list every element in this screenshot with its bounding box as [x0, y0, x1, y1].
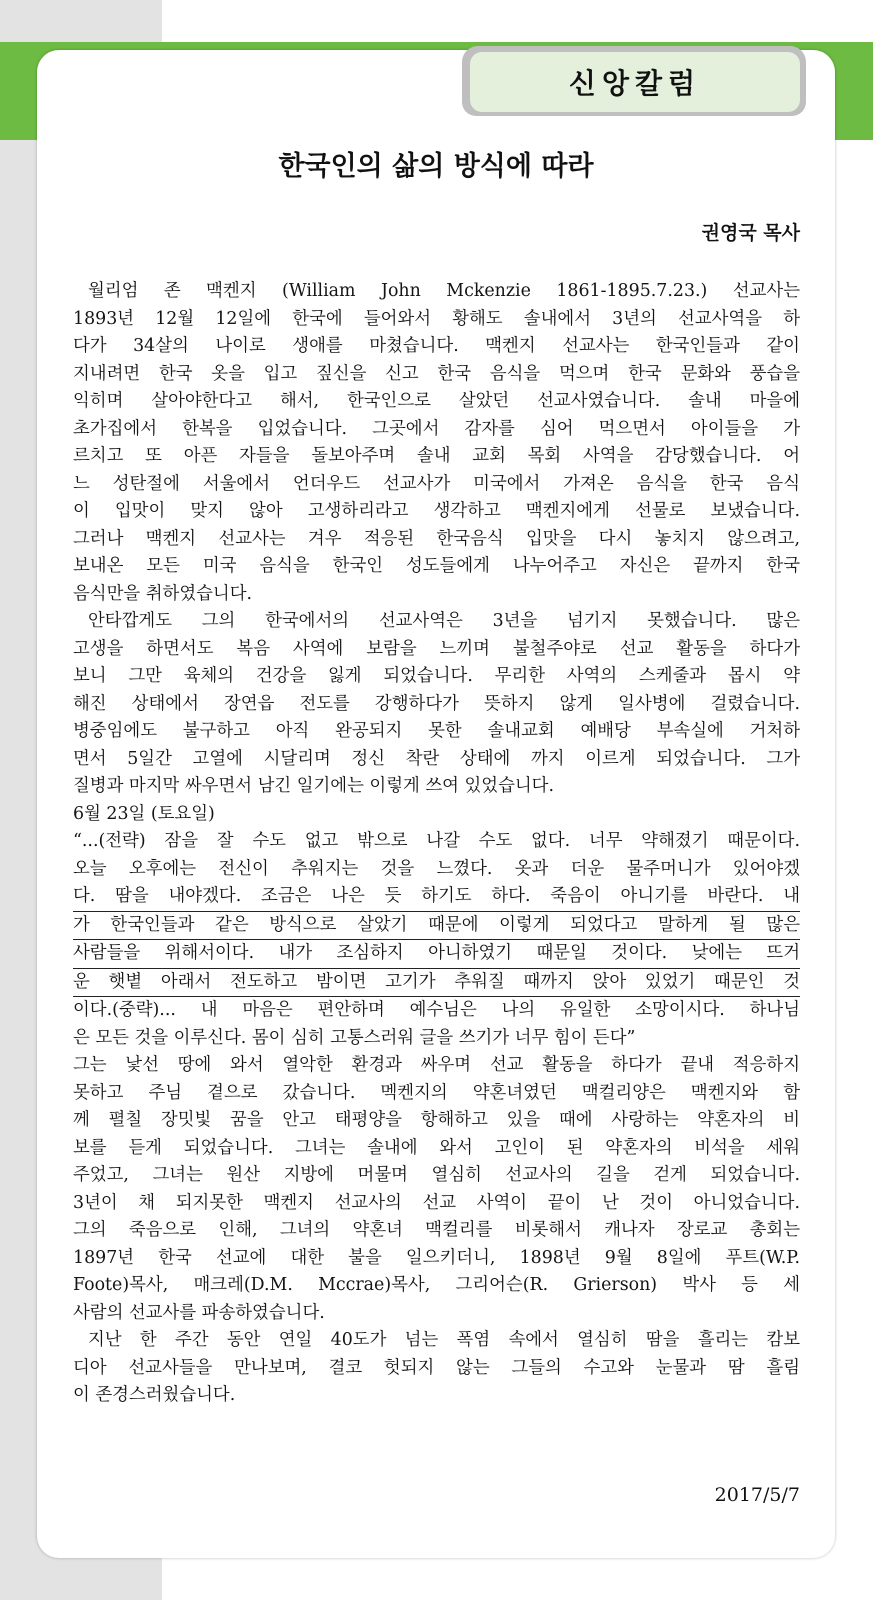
body-line: 병중임에도 불구하고 아직 완공되지 못한 솔내교회 예배당 부속실에 거처하: [73, 721, 800, 741]
body-line: 주었고, 그녀는 원산 지방에 머물며 열심히 선교사의 길을 걷게 되었습니다.: [73, 1165, 800, 1185]
body-line: 해진 상태에서 장연읍 전도를 강행하다가 뜻하지 않게 일사병에 걸렸습니다.: [73, 693, 800, 714]
quote-line: 은 모든 것을 이루신다. 몸이 심히 고통스러워 글을 쓰기가 너무 힘이 든다”: [73, 1027, 636, 1048]
body-line: 질병과 마지막 싸우면서 남긴 일기에는 이렇게 쓰여 있었습니다.: [73, 776, 555, 796]
body-line: 3년이 채 되지못한 맥켄지 선교사의 선교 사역이 끝이 난 것이 아니었습니다.: [73, 1192, 800, 1213]
body-line: 보내온 모든 미국 음식을 한국인 성도들에게 나누어주고 자신은 끝까지 한국: [73, 556, 800, 576]
body-line: 그의 죽음으로 인해, 그녀의 약혼녀 맥컬리를 비롯해서 캐나자 장로교 총회는: [73, 1220, 800, 1240]
body-line: 1893년 12월 12일에 한국에 들어와서 황해도 솔내에서 3년의 선교사역을 하: [73, 308, 800, 329]
article-title: 한국인의 삶의 방식에 따라: [278, 151, 594, 182]
body-line: 음식만을 취하였습니다.: [73, 583, 253, 604]
body-line: 익히며 살아야한다고 해서, 한국인으로 살았던 선교사였습니다. 솔내 마을에: [73, 391, 800, 411]
diary-date-line: 6월 23일 (토요일): [73, 803, 215, 824]
body-line: 지난 한 주간 동안 연일 40도가 넘는 폭염 속에서 열심히 땀을 흘리는 캄보: [88, 1330, 800, 1350]
body-line: 못하고 주님 곁으로 갔습니다. 멕켄지의 약혼녀였던 맥컬리양은 맥켄지와 함: [73, 1082, 800, 1103]
body-line: 디아 선교사들을 만나보며, 결코 헛되지 않는 그들의 수고와 눈물과 땀 흘림: [73, 1357, 800, 1378]
body-line: 1897년 한국 선교에 대한 불을 일으키더니, 1898년 9월 8일에 푸트(W.P.: [73, 1247, 800, 1268]
quote-line: 이다.(중략)... 내 마음은 편안하며 예수님은 나의 유일한 소망이시다. 하나님: [73, 1000, 800, 1020]
body-line: 고생을 하면서도 복음 사역에 보람을 느끼며 불철주야로 선교 활동을 하다가: [73, 638, 800, 659]
body-line: 지내려면 한국 옷을 입고 짚신을 신고 한국 음식을 먹으며 한국 문화와 풍습을: [73, 363, 800, 384]
body-line: 께 펼칠 장밋빛 꿈을 안고 태평양을 항해하고 있을 때에 사랑하는 약혼자의 비: [73, 1110, 800, 1130]
body-line: 다가 34살의 나이로 생애를 마쳤습니다. 맥켄지 선교사는 한국인들과 같이: [73, 336, 800, 356]
article-author: 권영국 목사: [701, 222, 800, 244]
body-line: 초가집에서 한복을 입었습니다. 그곳에서 감자를 심어 먹으면서 아이들을 가: [73, 418, 800, 439]
body-line: 보를 듣게 되었습니다. 그녀는 솔내에 와서 고인이 된 약혼자의 비석을 세워: [73, 1137, 800, 1158]
quote-line-underlined: 운 햇볕 아래서 전도하고 밤이면 고기가 추워질 때까지 앉아 있었기 때문인 것: [73, 969, 800, 998]
article-body: [73, 278, 800, 1410]
body-line: 르치고 또 아픈 자들을 돌보아주며 솔내 교회 목회 사역을 감당했습니다. 어: [73, 446, 800, 466]
body-line: 이 입맛이 맞지 않아 고생하리라고 생각하고 맥켄지에게 선물로 보냈습니다.: [73, 501, 800, 521]
column-tab: [470, 52, 800, 112]
body-line: 면서 5일간 고열에 시달리며 정신 착란 상태에 까지 이르게 되었습니다. 그가: [73, 748, 800, 769]
body-line: 사람의 선교사를 파송하였습니다.: [73, 1302, 325, 1323]
body-line: 월리엄 존 맥켄지 (William John Mckenzie 1861-1895.7.23.) 선교사는: [88, 281, 800, 301]
body-line: 이 존경스러웠습니다.: [73, 1385, 236, 1405]
article-date: 2017/5/7: [714, 1484, 800, 1506]
quote-line: “...(전략) 잠을 잘 수도 없고 밖으로 나갈 수도 없다. 너무 약해졌기 때문이다.: [73, 831, 800, 851]
quote-line-underlined: 가 한국인들과 같은 방식으로 살았기 때문에 이렇게 되었다고 말하게 될 많은: [73, 912, 800, 941]
quote-line-underlined: 사람들을 위해서이다. 내가 조심하지 아니하였기 때문일 것이다. 낮에는 뜨거: [73, 940, 800, 969]
body-line: 그러나 맥켄지 선교사는 겨우 적응된 한국음식 입맛을 다시 놓치지 않으려고,: [73, 528, 800, 549]
body-line: Foote)목사, 매크레(D.M. Mccrae)목사, 그리어슨(R. Grierson) 박사 등 세: [73, 1275, 800, 1295]
quote-line-underlined: 다. 땀을 내야겠다. 조금은 나은 듯 하기도 하다. 죽음이 아니기를 바란다. 내: [73, 883, 800, 912]
body-line: 느 성탄절에 서울에서 언더우드 선교사가 미국에서 가져온 음식을 한국 음식: [73, 473, 800, 494]
quote-line: 오늘 오후에는 전신이 추워지는 것을 느꼈다. 옷과 더운 물주머니가 있어야겠: [73, 858, 800, 879]
body-line: 그는 낯선 땅에 와서 열악한 환경과 싸우며 선교 활동을 하다가 끝내 적응하지: [73, 1055, 800, 1075]
body-line: 보니 그만 육체의 건강을 잃게 되었습니다. 무리한 사역의 스케줄과 몹시 약: [73, 666, 800, 686]
column-label: 신앙칼럼: [568, 67, 702, 100]
body-line: 안타깝게도 그의 한국에서의 선교사역은 3년을 넘기지 못했습니다. 많은: [88, 611, 800, 631]
